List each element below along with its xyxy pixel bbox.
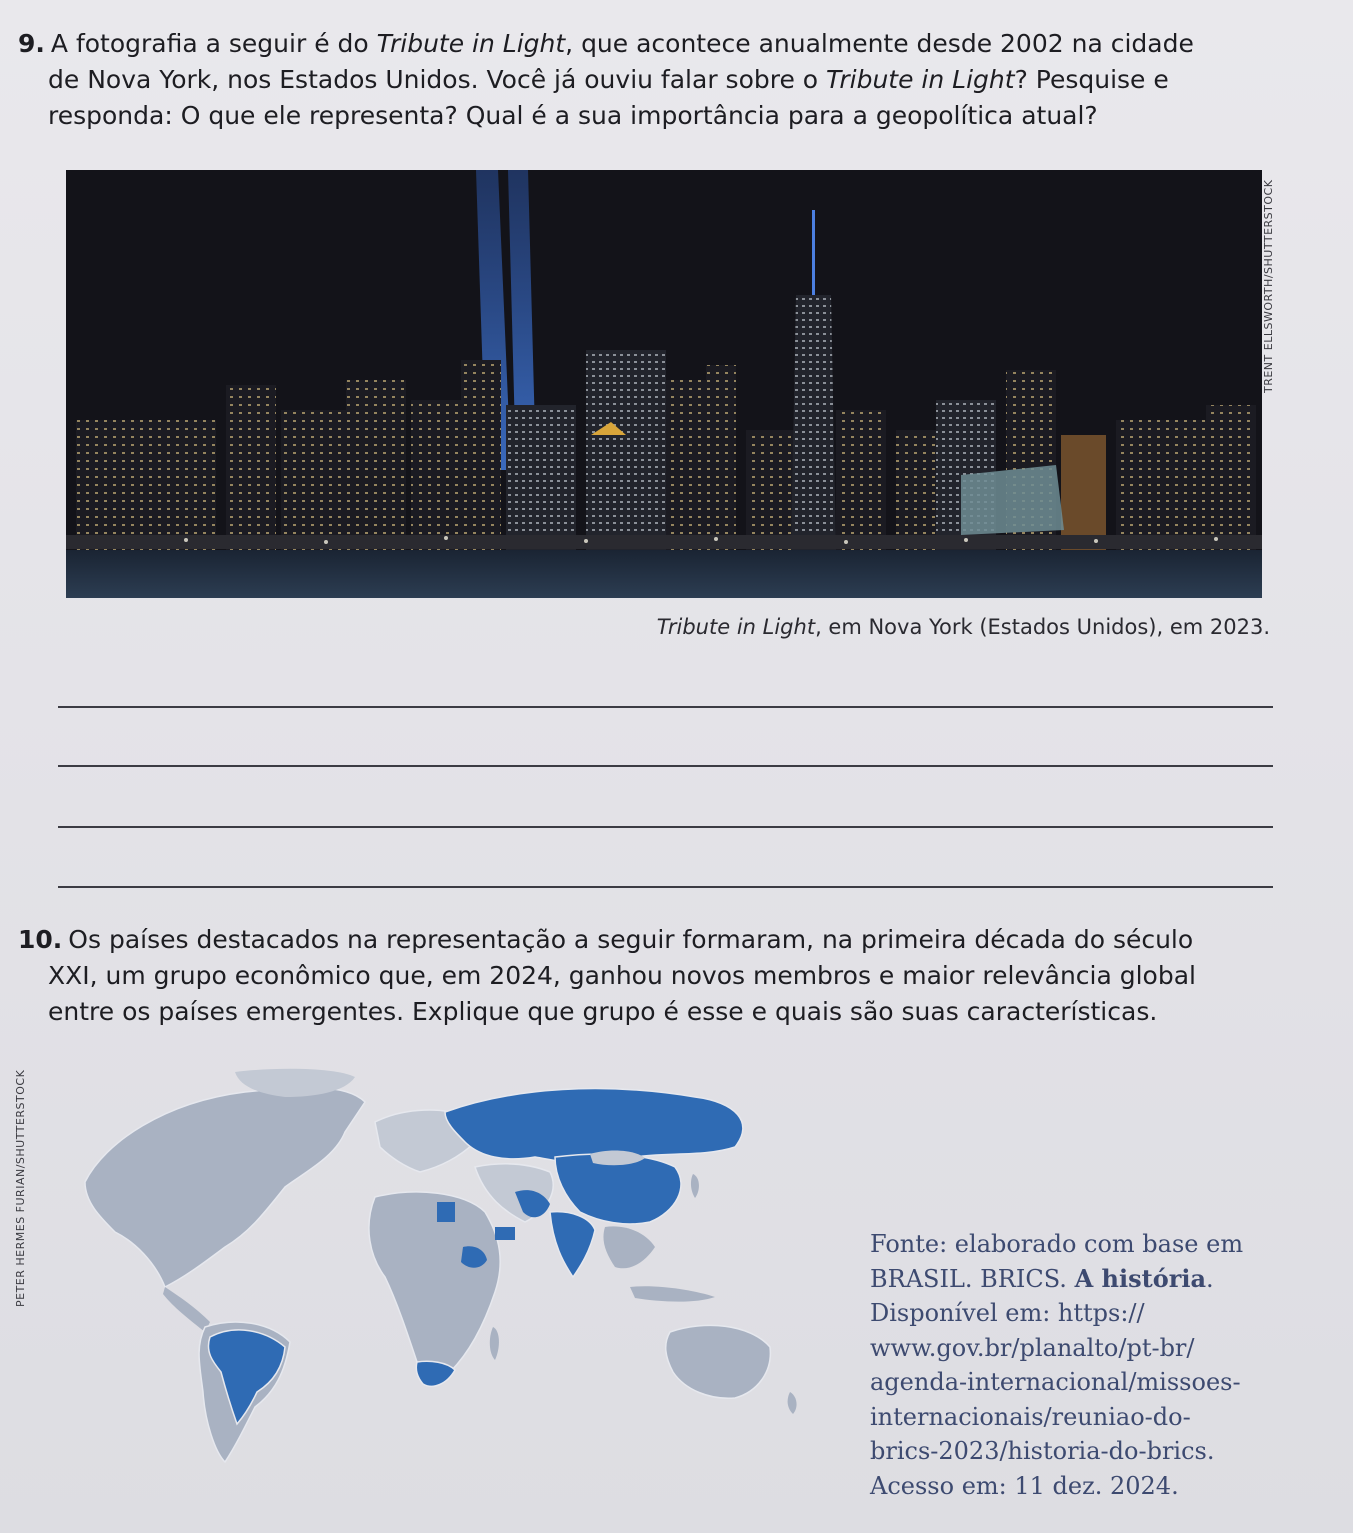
photo-credit: TRENT ELLSWORTH/SHUTTERSTOCK [1262, 180, 1275, 394]
brics-world-map [45, 1062, 835, 1472]
river-water [66, 550, 1262, 598]
map-source-note [870, 1227, 1340, 1503]
source-title-bold: A história [1074, 1263, 1207, 1293]
north-america [85, 1088, 365, 1287]
text-segment: , que acontece anualmente desde 2002 na cidade [565, 29, 1194, 58]
indonesia [630, 1286, 715, 1301]
source-line: agenda-internacional/missoes- [870, 1368, 1241, 1396]
text-segment: de Nova York, nos Estados Unidos. Você já ouviu falar sobre o [48, 65, 827, 94]
italic-term: Tribute in Light [826, 65, 1015, 94]
question-9-line-1 [18, 26, 1338, 62]
question-number: 9. [18, 29, 45, 58]
answer-line[interactable] [58, 826, 1273, 828]
city-night-skyline-image [66, 170, 1262, 598]
uae-highlight [495, 1227, 515, 1240]
one-world-trade-center [791, 295, 836, 550]
world-map [45, 1062, 835, 1472]
question-10-line-2: XXI, um grupo econômico que, em 2024, ganhou novos membros e maior relevância global [48, 961, 1196, 990]
answer-line[interactable] [58, 706, 1273, 708]
southeast-asia [603, 1226, 655, 1268]
text-segment: ? Pesquise e [1014, 65, 1169, 94]
central-america [163, 1287, 210, 1332]
text-segment: Os países destacados na representação a seguir formaram, na primeira década do século [68, 925, 1194, 954]
map-credit: PETER HERMES FURIAN/SHUTTERSTOCK [14, 1070, 27, 1308]
photo-caption [600, 615, 1270, 639]
source-line [870, 1262, 1340, 1297]
question-9-line-2 [18, 62, 1338, 98]
south-africa-highlight [416, 1361, 455, 1386]
question-10-line-1 [18, 922, 1343, 958]
source-text: . [1206, 1264, 1214, 1293]
question-10 [18, 922, 1343, 1030]
source-line: internacionais/reuniao-do- [870, 1402, 1191, 1431]
egypt-highlight [437, 1202, 455, 1222]
answer-line[interactable] [58, 765, 1273, 767]
australia [666, 1325, 771, 1398]
madagascar [490, 1327, 499, 1360]
source-line: Disponível em: https:// [870, 1299, 1145, 1327]
text-segment: A fotografia a seguir é do [50, 29, 377, 58]
japan [691, 1174, 699, 1198]
question-number: 10. [18, 925, 63, 954]
india-highlight [550, 1212, 595, 1277]
question-9-line-3: responda: O que ele representa? Qual é a sua importância para a geopolítica atual? [48, 101, 1098, 130]
caption-italic: Tribute in Light [656, 615, 816, 639]
source-text: BRASIL. BRICS. [870, 1264, 1075, 1293]
question-10-line-3: entre os países emergentes. Explique que grupo é esse e quais são suas características. [48, 997, 1158, 1026]
source-line: brics-2023/historia-do-brics. [870, 1437, 1215, 1465]
new-zealand [788, 1392, 797, 1414]
tribute-in-light-photo [66, 170, 1262, 598]
source-line: Fonte: elaborado com base em [870, 1230, 1244, 1258]
question-9 [18, 26, 1338, 134]
source-line: www.gov.br/planalto/pt-br/ [870, 1333, 1195, 1362]
answer-line[interactable] [58, 886, 1273, 888]
caption-text: , em Nova York (Estados Unidos), em 2023. [815, 615, 1270, 639]
italic-term: Tribute in Light [376, 29, 566, 58]
source-line: Acesso em: 11 dez. 2024. [870, 1471, 1179, 1500]
africa [369, 1192, 500, 1381]
